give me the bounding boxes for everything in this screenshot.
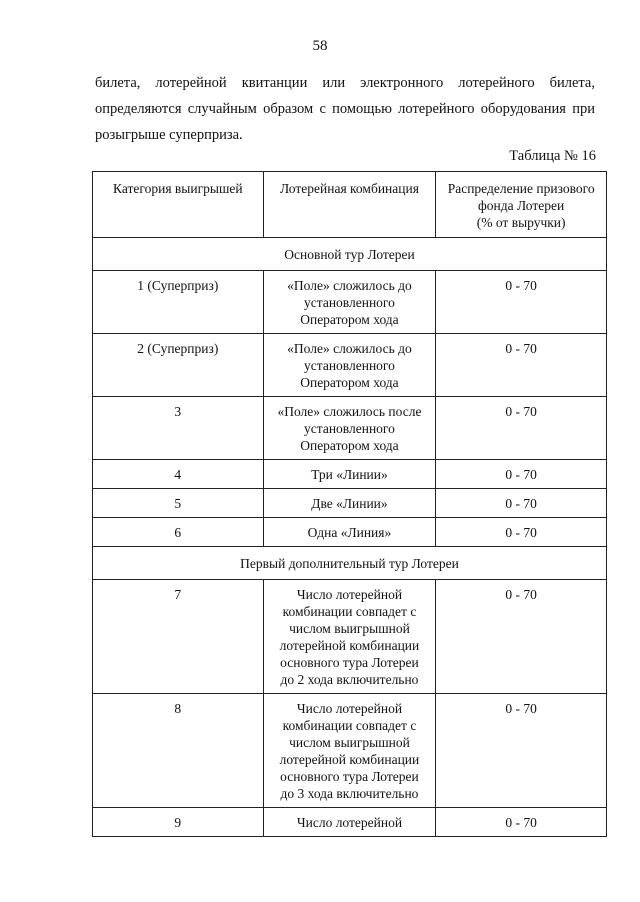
header-distribution — [436, 172, 607, 238]
section-title: Первый дополнительный тур Лотереи — [93, 547, 607, 580]
combination-line: основного тура Лотереи — [280, 655, 419, 670]
category-cell: 3 — [93, 397, 264, 460]
table-row — [93, 580, 607, 694]
combination-line: «Поле» сложилось после — [277, 404, 422, 419]
category-cell: 4 — [93, 460, 264, 489]
share-cell: 0 - 70 — [436, 580, 607, 694]
category-cell: 5 — [93, 489, 264, 518]
table-row — [93, 334, 607, 397]
intro-line: розыгрыше суперприза. — [95, 127, 243, 143]
page-number: 58 — [312, 38, 328, 54]
combination-line: Две «Линии» — [311, 496, 388, 511]
combination-line: Три «Линии» — [311, 467, 388, 482]
combination-line: Оператором хода — [300, 438, 399, 453]
table-row — [93, 694, 607, 808]
table-row — [93, 808, 607, 837]
combination-line: комбинации совпадет с — [282, 718, 417, 733]
combination-line: Число лотерейной — [296, 815, 403, 830]
combination-cell — [263, 397, 436, 460]
prize-distribution-table — [92, 171, 607, 837]
share-cell: 0 - 70 — [436, 489, 607, 518]
table-body — [93, 238, 607, 837]
share-cell: 0 - 70 — [436, 808, 607, 837]
table-row — [93, 271, 607, 334]
combination-cell — [263, 334, 436, 397]
combination-cell — [263, 580, 436, 694]
table-row — [93, 489, 607, 518]
category-cell: 1 (Суперприз) — [93, 271, 264, 334]
table-header-row — [93, 172, 607, 238]
header-category: Категория выигрышей — [93, 172, 264, 238]
combination-line: Число лотерейной — [296, 587, 403, 602]
table-row — [93, 460, 607, 489]
category-cell: 2 (Суперприз) — [93, 334, 264, 397]
combination-cell — [263, 460, 436, 489]
section-title: Основной тур Лотереи — [93, 238, 607, 271]
section-row — [93, 238, 607, 271]
share-cell: 0 - 70 — [436, 460, 607, 489]
combination-line: комбинации совпадет с — [282, 604, 417, 619]
intro-line: определяются случайным образом с помощью лотерейного оборудования при — [95, 101, 595, 117]
combination-line: Одна «Линия» — [307, 525, 392, 540]
table-row — [93, 397, 607, 460]
category-cell: 7 — [93, 580, 264, 694]
combination-line: основного тура Лотереи — [280, 769, 419, 784]
header-combination: Лотерейная комбинация — [263, 172, 436, 238]
share-cell: 0 - 70 — [436, 694, 607, 808]
combination-line: Число лотерейной — [296, 701, 403, 716]
intro-line: билета, лотерейной квитанции или электронного лотерейного билета, — [95, 75, 595, 91]
share-cell: 0 - 70 — [436, 518, 607, 547]
share-cell: 0 - 70 — [436, 334, 607, 397]
category-cell: 9 — [93, 808, 264, 837]
combination-line: числом выигрышной — [289, 621, 410, 636]
category-cell: 8 — [93, 694, 264, 808]
combination-cell — [263, 271, 436, 334]
combination-cell — [263, 489, 436, 518]
combination-line: лотерейной комбинации — [279, 638, 420, 653]
combination-line: «Поле» сложилось до — [287, 278, 412, 293]
combination-cell — [263, 518, 436, 547]
combination-line: установленного — [304, 421, 395, 436]
table-label: Таблица № 16 — [509, 148, 596, 164]
header-distribution-line: (% от выручки) — [476, 215, 566, 230]
combination-line: числом выигрышной — [289, 735, 410, 750]
combination-cell — [263, 694, 436, 808]
header-distribution-line: Распределение призового — [447, 181, 595, 196]
combination-line: лотерейной комбинации — [279, 752, 420, 767]
combination-line: Оператором хода — [300, 375, 399, 390]
section-row — [93, 547, 607, 580]
header-distribution-line: фонда Лотереи — [478, 198, 565, 213]
share-cell: 0 - 70 — [436, 397, 607, 460]
intro-paragraph — [95, 70, 595, 148]
share-cell: 0 - 70 — [436, 271, 607, 334]
combination-line: Оператором хода — [300, 312, 399, 327]
category-cell: 6 — [93, 518, 264, 547]
combination-cell — [263, 808, 436, 837]
combination-line: «Поле» сложилось до — [287, 341, 412, 356]
combination-line: до 2 хода включительно — [280, 672, 419, 687]
combination-line: установленного — [304, 295, 395, 310]
table-row — [93, 518, 607, 547]
combination-line: установленного — [304, 358, 395, 373]
combination-line: до 3 хода включительно — [280, 786, 419, 801]
